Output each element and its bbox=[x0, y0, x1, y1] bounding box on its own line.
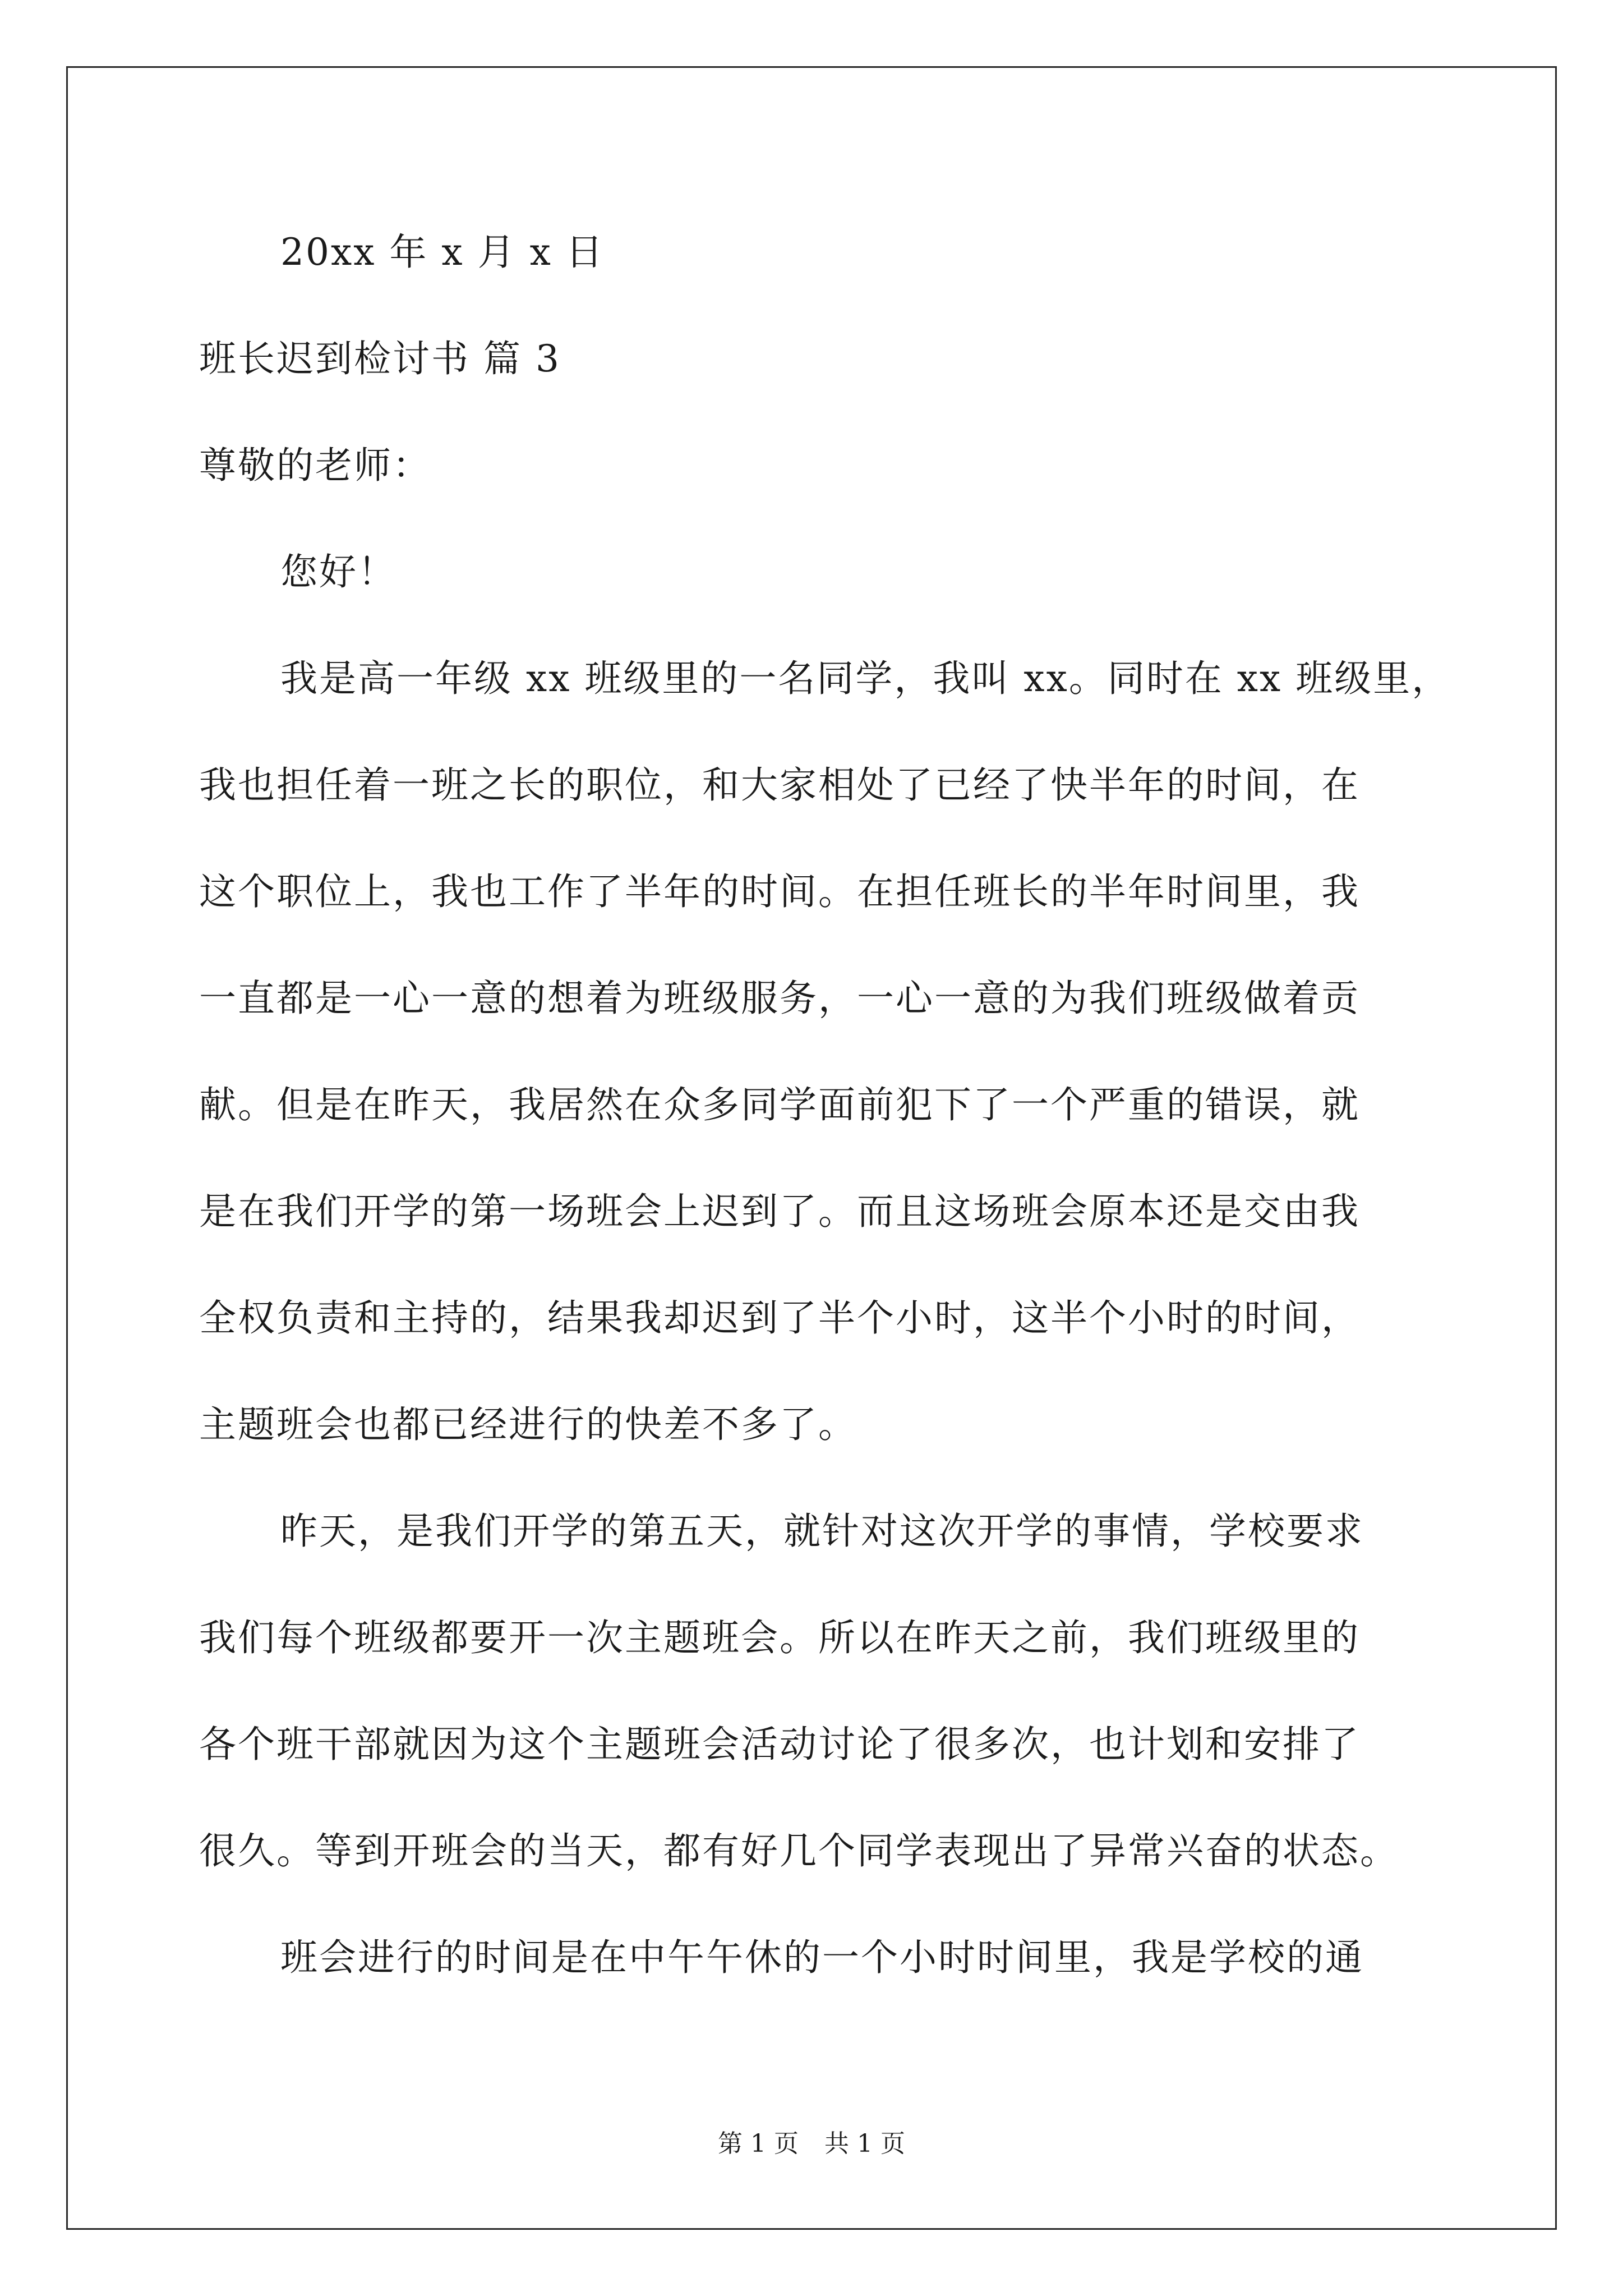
paragraph-1-line: 是在我们开学的第一场班会上迟到了。而且这场班会原本还是交由我 bbox=[199, 1190, 1360, 1233]
page-footer bbox=[0, 2127, 1623, 2161]
paragraph-1-line: 我是高一年级 xx 班级里的一名同学，我叫 xx。同时在 xx 班级里， bbox=[280, 657, 1451, 700]
paragraph-3-line: 班会进行的时间是在中午午休的一个小时时间里，我是学校的通 bbox=[280, 1936, 1364, 1979]
page-number-current: 第 1 页 bbox=[718, 2129, 799, 2158]
document-heading: 班长迟到检讨书 篇 3 bbox=[199, 337, 561, 380]
paragraph-1-line: 全权负责和主持的，结果我却迟到了半个小时，这半个小时的时间， bbox=[199, 1296, 1360, 1340]
paragraph-2-line: 我们每个班级都要开一次主题班会。所以在昨天之前，我们班级里的 bbox=[199, 1616, 1360, 1659]
paragraph-1-line: 献。但是在昨天，我居然在众多同学面前犯下了一个严重的错误，就 bbox=[199, 1083, 1360, 1126]
page-border bbox=[66, 66, 1557, 2230]
greeting: 您好！ bbox=[280, 550, 396, 593]
paragraph-2-line: 很久。等到开班会的当天，都有好几个同学表现出了异常兴奋的状态。 bbox=[199, 1829, 1399, 1872]
paragraph-1-line: 主题班会也都已经进行的快差不多了。 bbox=[199, 1403, 857, 1446]
paragraph-1-line: 一直都是一心一意的想着为班级服务，一心一意的为我们班级做着贡 bbox=[199, 977, 1360, 1020]
paragraph-2-line: 各个班干部就因为这个主题班会活动讨论了很多次，也计划和安排了 bbox=[199, 1723, 1360, 1766]
paragraph-1-line: 这个职位上，我也工作了半年的时间。在担任班长的半年时间里，我 bbox=[199, 870, 1360, 913]
paragraph-2-line: 昨天，是我们开学的第五天，就针对这次开学的事情，学校要求 bbox=[280, 1510, 1364, 1553]
page-number-total: 共 1 页 bbox=[824, 2129, 905, 2158]
paragraph-1-line: 我也担任着一班之长的职位，和大家相处了已经了快半年的时间，在 bbox=[199, 763, 1360, 807]
salutation: 尊敬的老师： bbox=[199, 444, 431, 487]
date-line: 20xx 年 x 月 x 日 bbox=[280, 231, 605, 274]
